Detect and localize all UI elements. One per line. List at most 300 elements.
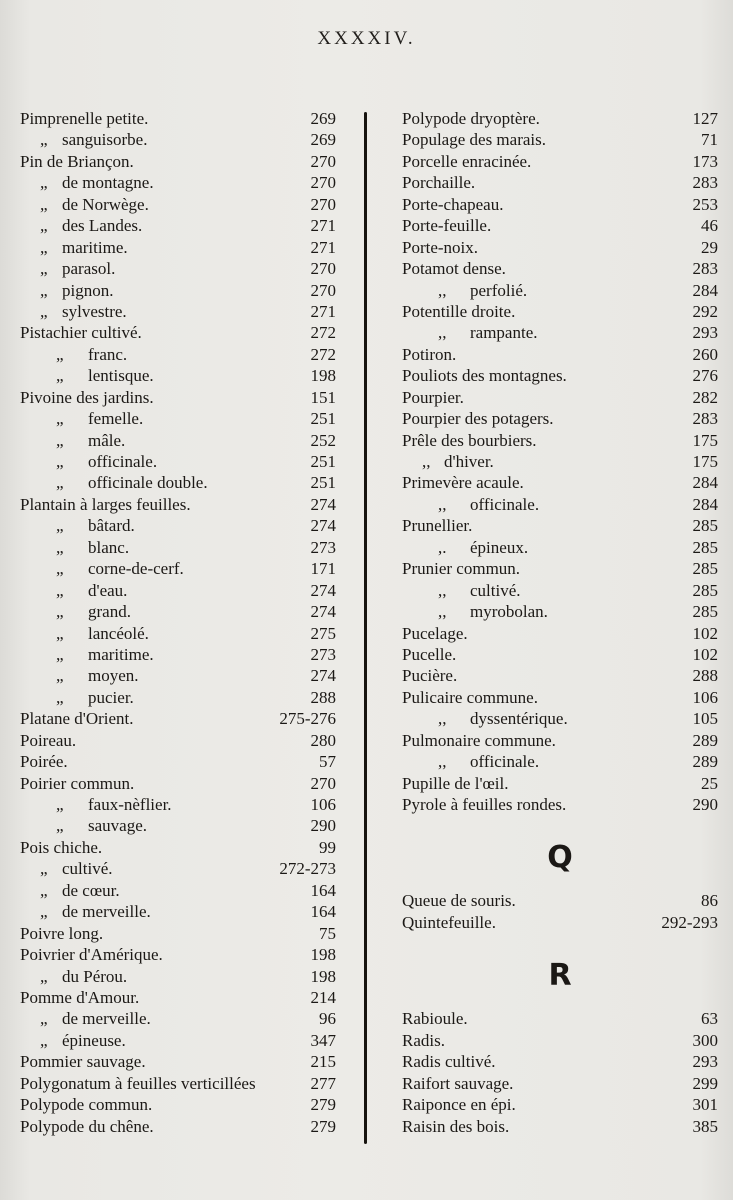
entry-page-number: 285 <box>692 537 718 557</box>
entry-label: Poirée. <box>20 752 68 772</box>
ditto-mark: „ <box>56 473 64 493</box>
entry-label: Pucière. <box>402 666 458 686</box>
entry-page-number: 270 <box>310 773 336 793</box>
entry-page-number: 151 <box>310 387 336 407</box>
entry-label: Pucelage. <box>402 623 468 643</box>
index-entry <box>20 558 336 579</box>
entry-page-number: 276 <box>692 366 718 386</box>
index-entry <box>20 923 336 944</box>
entry-label: Pulicaire commune. <box>402 687 538 707</box>
entry-page-number: 273 <box>310 537 336 557</box>
entry-label: femelle. <box>88 409 144 429</box>
index-entry <box>20 708 336 729</box>
entry-label: Polypode du chêne. <box>20 1116 154 1136</box>
ditto-mark: „ <box>56 537 64 557</box>
index-entry <box>20 301 336 322</box>
index-entry <box>402 623 718 644</box>
index-entry <box>20 901 336 922</box>
entry-page-number: 173 <box>692 151 718 171</box>
index-entry <box>402 430 718 451</box>
entry-label: du Pérou. <box>62 966 128 986</box>
ditto-mark: „ <box>56 409 64 429</box>
index-entry <box>402 1094 718 1115</box>
entry-page-number: 300 <box>692 1030 718 1050</box>
entry-label: Polygonatum à feuilles verticillées <box>20 1073 256 1093</box>
entry-label: de Norwège. <box>62 194 149 214</box>
entry-label: perfolié. <box>470 280 528 300</box>
index-entry <box>402 494 718 515</box>
entry-page-number: 29 <box>701 237 718 257</box>
entry-label: épineux. <box>470 537 529 557</box>
index-entry <box>402 601 718 622</box>
ditto-mark: „ <box>40 130 48 150</box>
entry-label: Pupille de l'œil. <box>402 773 509 793</box>
ditto-mark: „ <box>56 602 64 622</box>
index-entry <box>402 558 718 579</box>
entry-label: maritime. <box>88 644 154 664</box>
ditto-mark: „ <box>56 644 64 664</box>
index-entry <box>402 258 718 279</box>
index-entry <box>20 944 336 965</box>
entry-page-number: 275 <box>310 623 336 643</box>
index-entry <box>402 912 718 933</box>
index-entry <box>20 815 336 836</box>
index-entry <box>20 687 336 708</box>
entry-label: blanc. <box>88 537 130 557</box>
entry-page-number: 253 <box>692 194 718 214</box>
index-entry <box>20 773 336 794</box>
index-entry <box>20 108 336 129</box>
entry-page-number: 284 <box>692 473 718 493</box>
entry-page-number: 301 <box>692 1095 718 1115</box>
entry-page-number: 102 <box>692 623 718 643</box>
entry-label: Pommier sauvage. <box>20 1052 146 1072</box>
entry-label: maritime. <box>62 237 128 257</box>
entry-label: Potiron. <box>402 344 457 364</box>
index-entry <box>402 730 718 751</box>
entry-page-number: 198 <box>310 366 336 386</box>
index-entry <box>20 194 336 215</box>
entry-label: de montagne. <box>62 173 154 193</box>
entry-label: faux-nèflier. <box>88 795 172 814</box>
entry-page-number: 271 <box>310 237 336 257</box>
entry-label: sanguisorbe. <box>62 130 148 150</box>
index-entry <box>20 1094 336 1115</box>
ditto-mark: „ <box>40 259 48 279</box>
entry-label: officinale. <box>470 752 540 772</box>
index-entry <box>20 322 336 343</box>
ditto-mark: ,, <box>438 494 447 514</box>
entry-page-number: 289 <box>692 752 718 772</box>
index-entry <box>20 258 336 279</box>
ditto-mark: ,. <box>438 537 447 557</box>
entry-page-number: 279 <box>310 1095 336 1115</box>
index-entry <box>402 537 718 558</box>
index-column-right <box>402 108 718 1137</box>
entry-label: franc. <box>88 344 128 364</box>
ditto-mark: „ <box>40 859 48 879</box>
entry-page-number: 272-273 <box>279 859 336 879</box>
entry-label: Porchaille. <box>402 173 476 193</box>
entry-page-number: 99 <box>319 837 336 857</box>
entry-label: Potentille droite. <box>402 301 516 321</box>
entry-page-number: 269 <box>310 130 336 150</box>
entry-label: lentisque. <box>88 366 154 386</box>
entry-label: Pucelle. <box>402 644 457 664</box>
entry-label: Quintefeuille. <box>402 912 496 932</box>
entry-page-number: 214 <box>310 987 336 1007</box>
entry-page-number: 347 <box>310 1030 336 1050</box>
entry-label: épineuse. <box>62 1030 126 1050</box>
entry-page-number: 284 <box>692 494 718 514</box>
ditto-mark: „ <box>56 344 64 364</box>
entry-page-number: 251 <box>310 409 336 429</box>
ditto-mark: „ <box>40 966 48 986</box>
index-entry <box>402 387 718 408</box>
index-entry <box>20 215 336 236</box>
index-entry <box>20 344 336 365</box>
index-entry <box>402 890 718 911</box>
entry-page-number: 260 <box>692 344 718 364</box>
entry-label: Pourpier des potagers. <box>402 409 554 429</box>
index-entry <box>402 280 718 301</box>
entry-label: Primevère acaule. <box>402 473 524 493</box>
entry-label: Rabioule. <box>402 1009 468 1029</box>
ditto-mark: ,, <box>438 752 447 772</box>
entry-page-number: 105 <box>692 709 718 729</box>
index-entry <box>402 194 718 215</box>
ditto-mark: „ <box>56 516 64 536</box>
ditto-mark: „ <box>40 194 48 214</box>
index-entry <box>20 515 336 536</box>
entry-label: rampante. <box>470 323 538 343</box>
entry-page-number: 75 <box>319 923 336 943</box>
ditto-mark: „ <box>56 687 64 707</box>
index-entry <box>402 365 718 386</box>
index-entry <box>402 751 718 772</box>
section-letter-q: Q <box>547 840 573 876</box>
entry-label: Prunier commun. <box>402 559 521 579</box>
entry-label: d'hiver. <box>444 452 494 471</box>
entry-label: Radis. <box>402 1030 445 1050</box>
entry-page-number: 274 <box>310 666 336 686</box>
entry-page-number: 164 <box>310 902 336 922</box>
entry-page-number: 46 <box>701 216 718 236</box>
entry-page-number: 385 <box>692 1116 718 1136</box>
index-entry <box>20 494 336 515</box>
ditto-mark: „ <box>40 1009 48 1029</box>
entry-page-number: 277 <box>310 1073 336 1093</box>
entry-label: Platane d'Orient. <box>20 709 134 729</box>
entry-label: Porte-noix. <box>402 237 479 257</box>
entry-label: Potamot dense. <box>402 259 506 279</box>
entry-page-number: 86 <box>701 891 718 911</box>
entry-page-number: 270 <box>310 259 336 279</box>
entry-label: Porte-chapeau. <box>402 194 504 214</box>
entry-label: Polypode commun. <box>20 1095 153 1115</box>
index-entry <box>20 129 336 150</box>
index-entry <box>20 387 336 408</box>
entry-page-number: 288 <box>692 666 718 686</box>
index-entry <box>20 1073 336 1094</box>
entry-label: Populage des marais. <box>402 130 546 150</box>
index-entry <box>20 665 336 686</box>
index-entry <box>402 151 718 172</box>
index-entry <box>20 1030 336 1051</box>
entry-label: sauvage. <box>88 816 148 836</box>
index-entry <box>20 151 336 172</box>
entry-page-number: 274 <box>310 516 336 536</box>
index-entry <box>20 1051 336 1072</box>
entry-page-number: 280 <box>310 730 336 750</box>
index-entry <box>20 730 336 751</box>
ditto-mark: „ <box>40 902 48 922</box>
ditto-mark: „ <box>56 623 64 643</box>
entry-label: Pistachier cultivé. <box>20 323 142 343</box>
entry-label: des Landes. <box>62 216 143 236</box>
entry-label: Radis cultivé. <box>402 1052 496 1072</box>
ditto-mark: „ <box>40 1030 48 1050</box>
entry-page-number: 285 <box>692 602 718 622</box>
entry-label: pignon. <box>62 280 114 300</box>
index-entry <box>402 322 718 343</box>
ditto-mark: „ <box>40 173 48 193</box>
entry-page-number: 272 <box>310 344 336 364</box>
index-entry <box>402 773 718 794</box>
entry-page-number: 283 <box>692 409 718 429</box>
entry-page-number: 299 <box>692 1073 718 1093</box>
entry-label: Polypode dryoptère. <box>402 109 540 128</box>
ditto-mark: „ <box>56 580 64 600</box>
index-entry <box>20 537 336 558</box>
entry-label: Pimprenelle petite. <box>20 109 149 128</box>
entry-label: officinale. <box>470 494 540 514</box>
index-entry <box>20 837 336 858</box>
ditto-mark: „ <box>40 301 48 321</box>
ditto-mark: „ <box>56 430 64 450</box>
index-entry <box>20 644 336 665</box>
entry-page-number: 251 <box>310 452 336 471</box>
entry-page-number: 292-293 <box>661 912 718 932</box>
entry-label: Poivrier d'Amérique. <box>20 945 163 965</box>
column-divider-rule <box>364 112 367 1144</box>
entry-page-number: 285 <box>692 559 718 579</box>
entry-label: parasol. <box>62 259 116 279</box>
entry-label: Pois chiche. <box>20 837 103 857</box>
entry-page-number: 102 <box>692 644 718 664</box>
entry-page-number: 290 <box>310 816 336 836</box>
entry-page-number: 63 <box>701 1009 718 1029</box>
ditto-mark: „ <box>40 280 48 300</box>
entry-page-number: 274 <box>310 494 336 514</box>
entry-label: Prêle des bourbiers. <box>402 430 537 450</box>
index-entry <box>402 1051 718 1072</box>
index-entry <box>20 1008 336 1029</box>
entry-label: pucier. <box>88 687 134 707</box>
entry-page-number: 290 <box>692 795 718 814</box>
entry-page-number: 283 <box>692 259 718 279</box>
entry-label: de merveille. <box>62 902 151 922</box>
index-entry <box>20 237 336 258</box>
entry-label: dyssentérique. <box>470 709 568 729</box>
entry-label: Pomme d'Amour. <box>20 987 140 1007</box>
entry-label: sylvestre. <box>62 301 127 321</box>
index-entry <box>402 1116 718 1137</box>
entry-label: Pourpier. <box>402 387 464 407</box>
entry-label: Raifort sauvage. <box>402 1073 514 1093</box>
entry-label: d'eau. <box>88 580 128 600</box>
index-entry <box>20 365 336 386</box>
entry-page-number: 25 <box>701 773 718 793</box>
index-entry <box>402 172 718 193</box>
ditto-mark: „ <box>56 559 64 579</box>
entry-label: Queue de souris. <box>402 891 516 911</box>
index-entry <box>402 344 718 365</box>
entry-page-number: 171 <box>310 559 336 579</box>
entry-page-number: 175 <box>692 430 718 450</box>
entry-page-number: 270 <box>310 151 336 171</box>
page-number-heading: XXXXIV. <box>317 28 416 49</box>
index-entry <box>402 687 718 708</box>
ditto-mark: „ <box>56 452 64 471</box>
entry-page-number: 175 <box>692 452 718 471</box>
entry-page-number: 271 <box>310 216 336 236</box>
index-entry <box>402 665 718 686</box>
section-letter-r: R <box>548 958 572 994</box>
entry-label: Raiponce en épi. <box>402 1095 516 1115</box>
index-entry <box>402 301 718 322</box>
index-entry <box>20 751 336 772</box>
entry-page-number: 274 <box>310 602 336 622</box>
entry-page-number: 289 <box>692 730 718 750</box>
index-entry <box>402 215 718 236</box>
index-entry <box>402 237 718 258</box>
entry-page-number: 270 <box>310 280 336 300</box>
entry-page-number: 272 <box>310 323 336 343</box>
ditto-mark: ,, <box>438 580 447 600</box>
entry-label: officinale double. <box>88 473 208 493</box>
entry-page-number: 106 <box>692 687 718 707</box>
entry-label: Pivoine des jardins. <box>20 387 154 407</box>
entry-label: Poireau. <box>20 730 77 750</box>
entry-page-number: 198 <box>310 945 336 965</box>
ditto-mark: „ <box>56 366 64 386</box>
ditto-mark: „ <box>56 795 64 814</box>
entry-page-number: 288 <box>310 687 336 707</box>
index-entry <box>402 108 718 129</box>
entry-page-number: 164 <box>310 880 336 900</box>
index-entry <box>402 515 718 536</box>
entry-page-number: 198 <box>310 966 336 986</box>
entry-label: Poirier commun. <box>20 773 135 793</box>
entry-label: de merveille. <box>62 1009 151 1029</box>
entry-label: Pin de Briançon. <box>20 151 134 171</box>
entry-page-number: 293 <box>692 1052 718 1072</box>
index-entry <box>402 708 718 729</box>
index-entry <box>20 794 336 815</box>
index-entry <box>20 472 336 493</box>
index-entry <box>402 472 718 493</box>
ditto-mark: „ <box>40 216 48 236</box>
entry-page-number: 96 <box>319 1009 336 1029</box>
ditto-mark: ,, <box>438 280 447 300</box>
entry-page-number: 215 <box>310 1052 336 1072</box>
ditto-mark: „ <box>56 666 64 686</box>
index-entry <box>20 408 336 429</box>
index-entry <box>402 644 718 665</box>
ditto-mark: „ <box>56 816 64 836</box>
index-entry <box>20 601 336 622</box>
index-entry <box>20 1116 336 1137</box>
entry-label: de cœur. <box>62 880 120 900</box>
index-entry <box>402 1073 718 1094</box>
entry-page-number: 270 <box>310 194 336 214</box>
index-entry <box>402 580 718 601</box>
entry-page-number: 251 <box>310 473 336 493</box>
entry-page-number: 273 <box>310 644 336 664</box>
index-entry <box>402 1030 718 1051</box>
ditto-mark: ,, <box>422 452 431 471</box>
entry-label: myrobolan. <box>470 602 548 622</box>
index-entry <box>20 451 336 472</box>
index-entry <box>402 451 718 472</box>
entry-label: mâle. <box>88 430 126 450</box>
entry-page-number: 292 <box>692 301 718 321</box>
ditto-mark: „ <box>40 237 48 257</box>
ditto-mark: „ <box>40 880 48 900</box>
index-entry <box>402 129 718 150</box>
ditto-mark: ,, <box>438 602 447 622</box>
entry-page-number: 106 <box>310 795 336 814</box>
index-entry <box>20 430 336 451</box>
ditto-mark: ,, <box>438 709 447 729</box>
index-column-left <box>20 108 336 1137</box>
index-entry <box>20 858 336 879</box>
index-entry <box>20 580 336 601</box>
entry-page-number: 282 <box>692 387 718 407</box>
entry-page-number: 270 <box>310 173 336 193</box>
index-entry <box>402 1008 718 1029</box>
entry-label: cultivé. <box>470 580 521 600</box>
ditto-mark: ,, <box>438 323 447 343</box>
entry-label: moyen. <box>88 666 139 686</box>
entry-page-number: 271 <box>310 301 336 321</box>
entry-label: Porte-feuille. <box>402 216 492 236</box>
index-entry <box>20 880 336 901</box>
entry-page-number: 284 <box>692 280 718 300</box>
entry-page-number: 252 <box>310 430 336 450</box>
index-entry <box>20 172 336 193</box>
entry-label: corne-de-cerf. <box>88 559 184 579</box>
entry-label: cultivé. <box>62 859 113 879</box>
entry-page-number: 283 <box>692 173 718 193</box>
entry-label: Prunellier. <box>402 516 473 536</box>
entry-label: Pulmonaire commune. <box>402 730 556 750</box>
index-entry <box>20 966 336 987</box>
entry-label: Pouliots des montagnes. <box>402 366 567 386</box>
entry-page-number: 71 <box>701 130 718 150</box>
entry-page-number: 293 <box>692 323 718 343</box>
entry-page-number: 127 <box>692 109 718 128</box>
entry-label: Plantain à larges feuilles. <box>20 494 191 514</box>
entry-label: Raisin des bois. <box>402 1116 510 1136</box>
entry-page-number: 275-276 <box>279 709 336 729</box>
index-entry <box>402 408 718 429</box>
entry-page-number: 285 <box>692 580 718 600</box>
entry-label: lancéolé. <box>88 623 149 643</box>
index-entry <box>20 623 336 644</box>
entry-label: officinale. <box>88 452 158 471</box>
